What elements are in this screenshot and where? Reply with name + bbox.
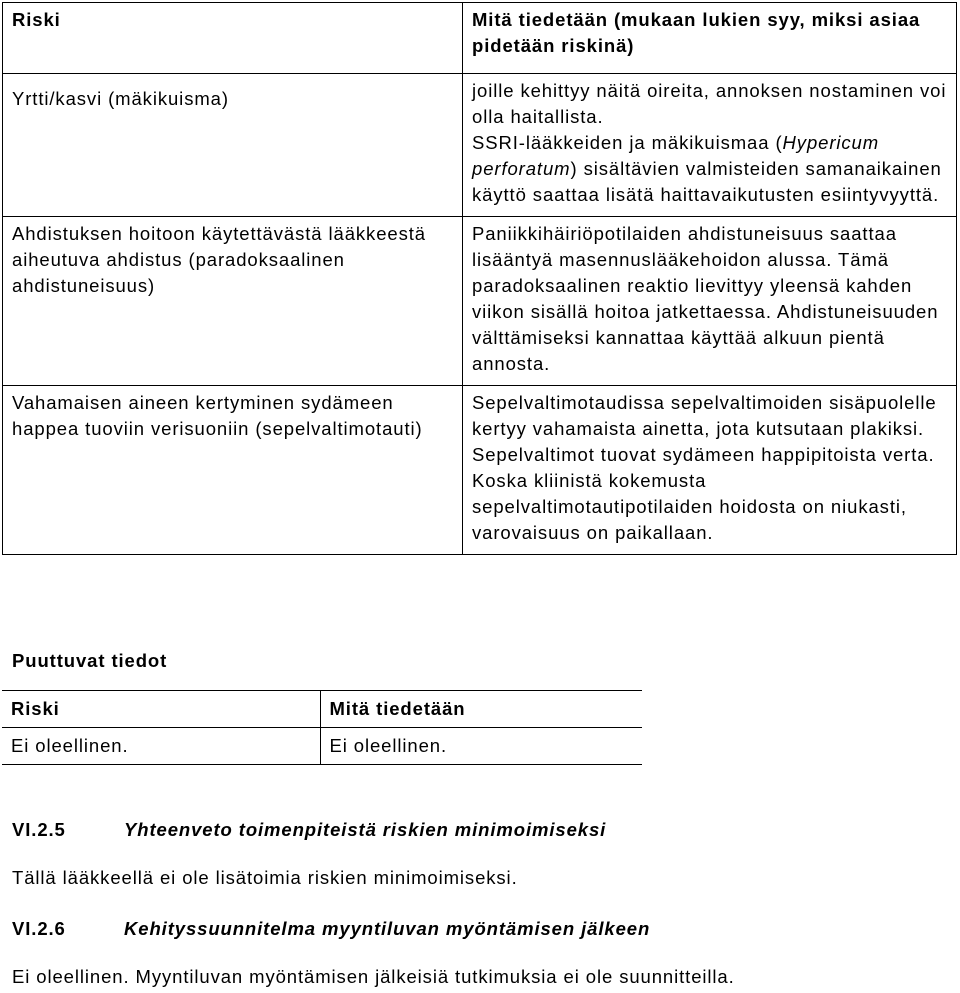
known-text-ssri bbox=[472, 130, 948, 208]
risk-cell bbox=[3, 386, 463, 555]
missing-info-title: Puuttuvat tiedot bbox=[12, 650, 168, 671]
known-cell bbox=[463, 217, 957, 386]
known-text-part: ) sisältävien valmisteiden samanaikainen käyttö saattaa lisätä haittavaikutusten esiintyvyyttä. bbox=[472, 158, 942, 205]
section-number: VI.2.5 bbox=[12, 819, 66, 840]
risk-name: Ahdistuksen hoitoon käytettävästä lääkkeestä aiheutuva ahdistus (paradoksaalinen ahdistuneisuus) bbox=[12, 223, 426, 296]
missing-info-header bbox=[2, 691, 642, 728]
known-text-part: SSRI-lääkkeiden ja mäkikuismaa ( bbox=[472, 132, 783, 153]
risk-name: Yrtti/kasvi (mäkikuisma) bbox=[12, 88, 229, 109]
risk-row-herbal bbox=[3, 74, 957, 217]
missing-info-table bbox=[2, 690, 642, 765]
risk-row-anxiety bbox=[3, 217, 957, 386]
section-title: Kehityssuunnitelma myyntiluvan myöntämisen jälkeen bbox=[124, 918, 651, 939]
known-cell bbox=[463, 74, 957, 217]
missing-info-row bbox=[2, 728, 642, 765]
header-risk-label: Riski bbox=[12, 9, 61, 30]
section-title: Yhteenveto toimenpiteistä riskien minimoimiseksi bbox=[124, 819, 607, 840]
risk-row-coronary bbox=[3, 386, 957, 555]
missing-col-risk bbox=[2, 691, 320, 728]
missing-col-known bbox=[320, 691, 642, 728]
risk-table-header bbox=[3, 3, 957, 74]
missing-val-risk: Ei oleellinen. bbox=[2, 728, 320, 765]
risk-table bbox=[2, 2, 957, 555]
section-text: Ei oleellinen. Myyntiluvan myöntämisen jälkeisiä tutkimuksia ei ole suunnitteilla. bbox=[12, 966, 735, 987]
header-known-label: Mitä tiedetään (mukaan lukien syy, miksi asiaa pidetään riskinä) bbox=[472, 9, 921, 56]
section-text: Tällä lääkkeellä ei ole lisätoimia riskien minimoimiseksi. bbox=[12, 867, 518, 888]
section-number: VI.2.6 bbox=[12, 918, 66, 939]
missing-col-risk-label: Riski bbox=[11, 698, 60, 719]
known-cell bbox=[463, 386, 957, 555]
known-text-latin-name: Hypericum perforatum bbox=[472, 132, 880, 179]
risk-cell bbox=[3, 74, 463, 217]
known-text: Paniikkihäiriöpotilaiden ahdistuneisuus saattaa lisääntyä masennuslääkehoidon alussa. Tämä paradoksaalinen reaktio lievittyy yleensä kahden viikon sisällä hoitoa jatkettaessa. Ahdistuneisuuden välttämiseksi kannattaa käyttää alkuun pientä annosta. bbox=[472, 223, 939, 374]
known-text: joille kehittyy näitä oireita, annoksen nostaminen voi olla haitallista. bbox=[472, 80, 947, 127]
header-known bbox=[463, 3, 957, 74]
missing-val-known: Ei oleellinen. bbox=[320, 728, 642, 765]
missing-col-known-label: Mitä tiedetään bbox=[329, 698, 466, 719]
known-text: Sepelvaltimotaudissa sepelvaltimoiden sisäpuolelle kertyy vahamaista ainetta, jota kutsutaan plakiksi. Sepelvaltimot tuovat sydämeen happipitoista verta. Koska kliinistä kokemusta sepelvaltimotautipotilaiden hoidosta on niukasti, varovaisuus on paikallaan. bbox=[472, 392, 937, 543]
risk-cell bbox=[3, 217, 463, 386]
risk-name: Vahamaisen aineen kertyminen sydämeen happea tuoviin verisuoniin (sepelvaltimotauti) bbox=[12, 392, 423, 439]
header-risk bbox=[3, 3, 463, 74]
